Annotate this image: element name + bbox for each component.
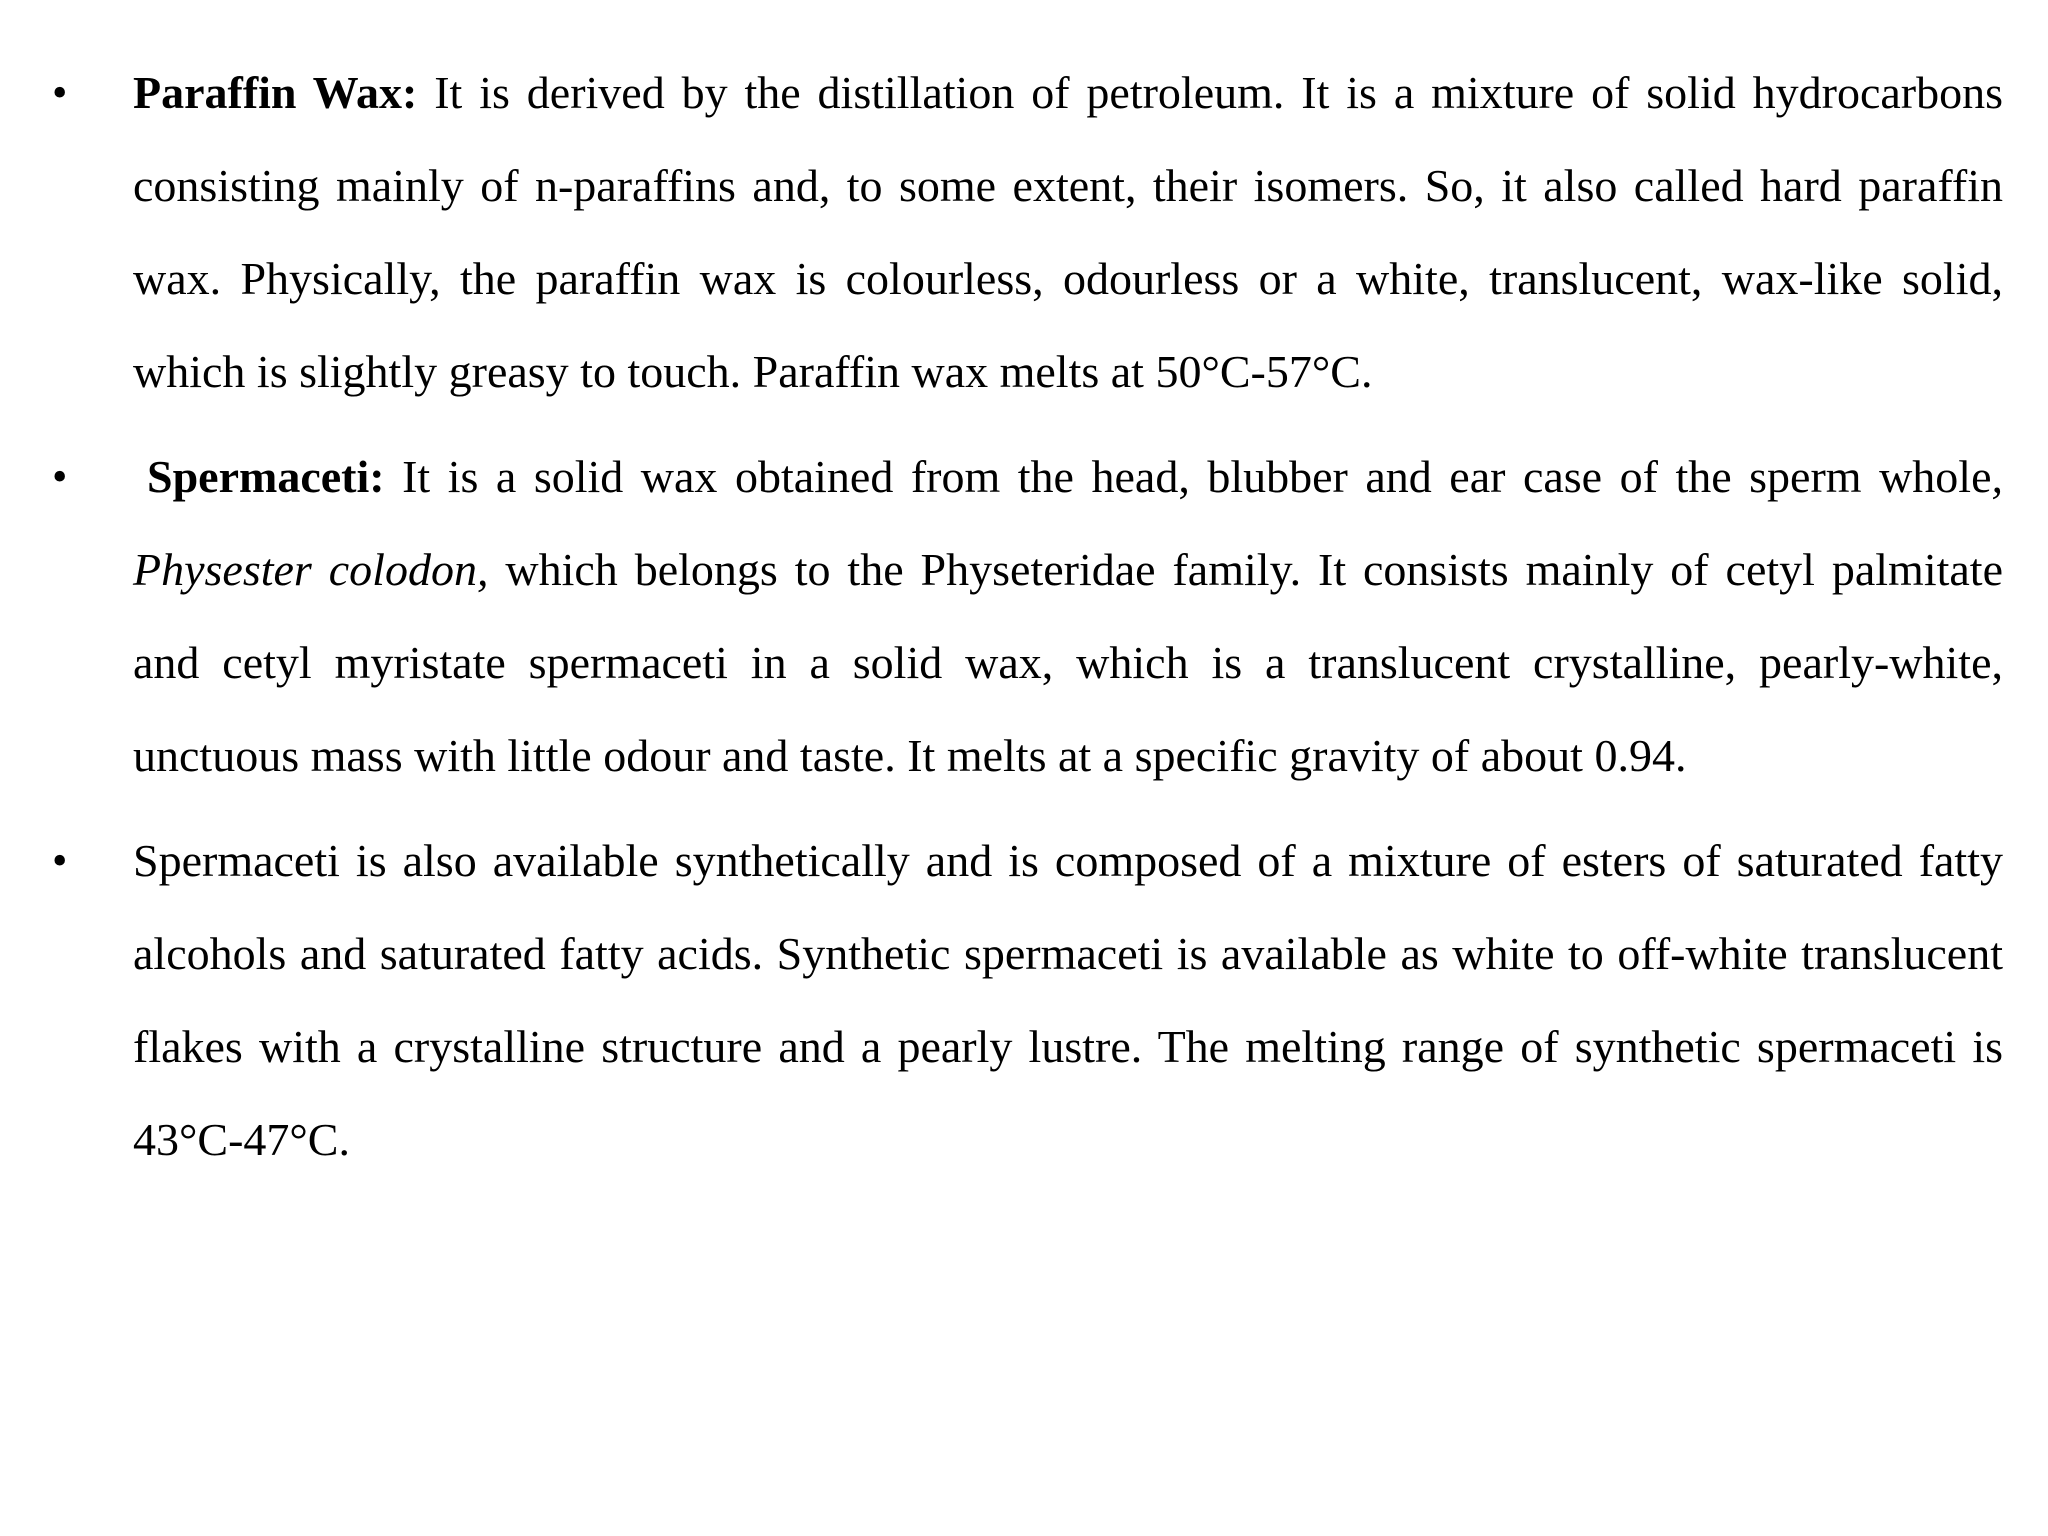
document-body [0,46,2048,1198]
term-paraffin-wax: Paraffin Wax: [133,67,418,118]
bullet-item-paraffin-wax [0,46,2003,418]
paragraph-text: It is derived by the distillation of petroleum. It is a mixture of solid hydrocarbons consisting mainly of n-paraffins and, to some extent, their isomers. So, it also called hard paraffin wax. Physically, the paraffin wax is colourless, odourless or a white, translucent, wax-like solid, which is slightly greasy to touch. Paraffin wax melts at 50°C-57°C. [133,67,2003,397]
paragraph-text-before-italic: It is a solid wax obtained from the head, blubber and ear case of the sperm whole [384,451,1992,502]
bullet-item-synthetic-spermaceti [0,814,2003,1186]
bullet-item-spermaceti [0,430,2003,802]
bullet-dot-icon: • [52,452,68,501]
paragraph-paraffin-wax [133,46,2003,418]
species-name-italic: , Physester colodon, [133,451,2003,595]
bullet-dot-icon: • [52,836,68,885]
term-spermaceti: Spermaceti: [147,451,385,502]
paragraph-synthetic-spermaceti: Spermaceti is also available synthetically and is composed of a mixture of esters of saturated fatty alcohols and saturated fatty acids. Synthetic spermaceti is available as white to off-white translucent flakes with a crystalline structure and a pearly lustre. The melting range of synthetic spermaceti is 43°C-47°C. [133,835,2003,1165]
paragraph-spermaceti [133,430,2003,802]
bullet-dot-icon: • [52,68,68,117]
paragraph-text-after-italic: which belongs to the Physeteridae family. It consists mainly of cetyl palmitate and cetyl myristate spermaceti in a solid wax, which is a translucent crystalline, pearly-white, unctuous mass with little odour and taste. It melts at a specific gravity of about 0.94. [133,544,2003,781]
